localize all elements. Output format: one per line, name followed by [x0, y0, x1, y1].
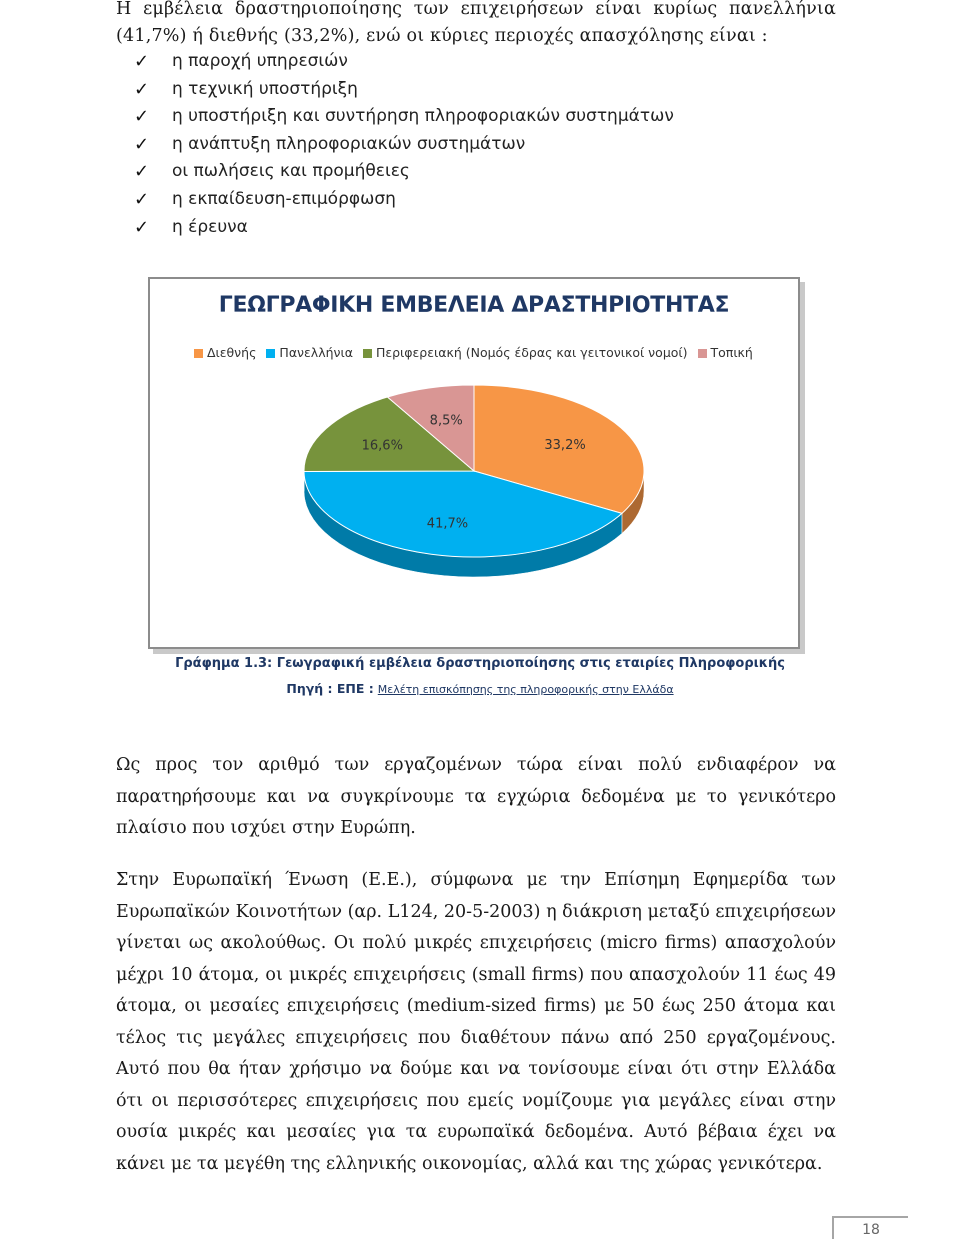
intro-line-2: (41,7%) ή διεθνής (33,2%), ενώ οι κύριες περιοχές απασχόλησης είναι : — [116, 23, 836, 50]
checkmark-icon: ✓ — [134, 76, 149, 104]
checkmark-icon: ✓ — [134, 131, 149, 159]
figure-source — [0, 681, 960, 696]
checkmark-icon: ✓ — [134, 158, 149, 186]
checkmark-icon: ✓ — [134, 214, 149, 242]
data-label: 33,2% — [544, 438, 585, 453]
list-item — [134, 186, 674, 214]
legend-label: Περιφερειακή (Νομός έδρας και γειτονικοί νομοί) — [376, 345, 688, 360]
list-item — [134, 48, 674, 76]
pie-chart — [150, 279, 798, 647]
list-item-text: οι πωλήσεις και προμήθειες — [172, 161, 410, 181]
pie-chart-frame — [148, 277, 800, 649]
list-item-text: η εκπαίδευση-επιμόρφωση — [172, 189, 396, 209]
data-label: 16,6% — [362, 439, 403, 454]
checkmark-icon: ✓ — [134, 48, 149, 76]
intro-line-1: Η εμβέλεια δραστηριοποίησης των επιχειρήσεων είναι κυρίως πανελλήνια — [116, 0, 836, 23]
list-item-text: η υποστήριξη και συντήρηση πληροφοριακών συστημάτων — [172, 106, 674, 126]
areas-checklist — [134, 48, 674, 241]
figure-caption: Γράφημα 1.3: Γεωγραφική εμβέλεια δραστηριοποίησης στις εταιρίες Πληροφορικής — [0, 656, 960, 671]
chart-title: ΓΕΩΓΡΑΦΙΚΗ ΕΜΒΕΛΕΙΑ ΔΡΑΣΤΗΡΙΟΤΗΤΑΣ — [150, 293, 798, 318]
list-item — [134, 103, 674, 131]
list-item-text: η παροχή υπηρεσιών — [172, 51, 348, 71]
list-item-text: η τεχνική υποστήριξη — [172, 79, 358, 99]
legend-label: Τοπική — [711, 345, 753, 360]
paragraph: Στην Ευρωπαϊκή Ένωση (Ε.Ε.), σύμφωνα με την Επίσημη Εφημερίδα των Ευρωπαϊκών Κοινοτήτων (αρ. L124, 20-5-2003) η διάκριση μεταξύ επιχειρήσεων γίνεται ως ακολούθως. Οι πολύ μικρές επιχειρήσεις (micro firms) απασχολούν μέχρι 10 άτομα, οι μικρές επιχειρήσεις (small firms) που απασχολούν 11 έως 49 άτομα, οι μεσαίες επιχειρήσεις (medium-sized firms) με 50 έως 250 άτομα και τέλος τις μεγάλες επιχειρήσεις που διαθέτουν πάνω από 250 εργαζομένους. Αυτό που θα ήταν χρήσιμο να δούμε και να τονίσουμε είναι ότι στην Ελλάδα ότι οι περισσότερες επιχειρήσεις που εμείς νομίζουμε για μεγάλες είναι στην ουσία μικρές και μεσαίες για τα ευρωπαϊκά δεδομένα. Αυτό βέβαια έχει να κάνει με τα μεγέθη της ελληνικής οικονομίας, αλλά και της χώρας γενικότερα. — [116, 865, 836, 1180]
paragraph: Ως προς τον αριθμό των εργαζομένων τώρα είναι πολύ ενδιαφέρον να παρατηρήσουμε και να συγκρίνουμε τα εγχώρια δεδομένα με το γενικότερο πλαίσιο που ισχύει στην Ευρώπη. — [116, 750, 836, 845]
list-item — [134, 131, 674, 159]
page-number: 18 — [832, 1216, 908, 1239]
list-item — [134, 158, 674, 186]
checkmark-icon: ✓ — [134, 186, 149, 214]
source-label: Πηγή : ΕΠΕ : — [286, 681, 373, 696]
list-item — [134, 76, 674, 104]
list-item-text: η έρευνα — [172, 217, 248, 237]
checkmark-icon: ✓ — [134, 103, 149, 131]
source-link[interactable]: Μελέτη επισκόπησης της πληροφορικής στην Ελλάδα — [378, 683, 674, 696]
intro-paragraph — [116, 0, 836, 50]
legend-label: Διεθνής — [207, 345, 256, 360]
list-item-text: η ανάπτυξη πληροφοριακών συστημάτων — [172, 134, 525, 154]
list-item — [134, 214, 674, 242]
data-label: 41,7% — [427, 517, 468, 532]
data-label: 8,5% — [430, 414, 463, 429]
legend-label: Πανελλήνια — [279, 345, 353, 360]
